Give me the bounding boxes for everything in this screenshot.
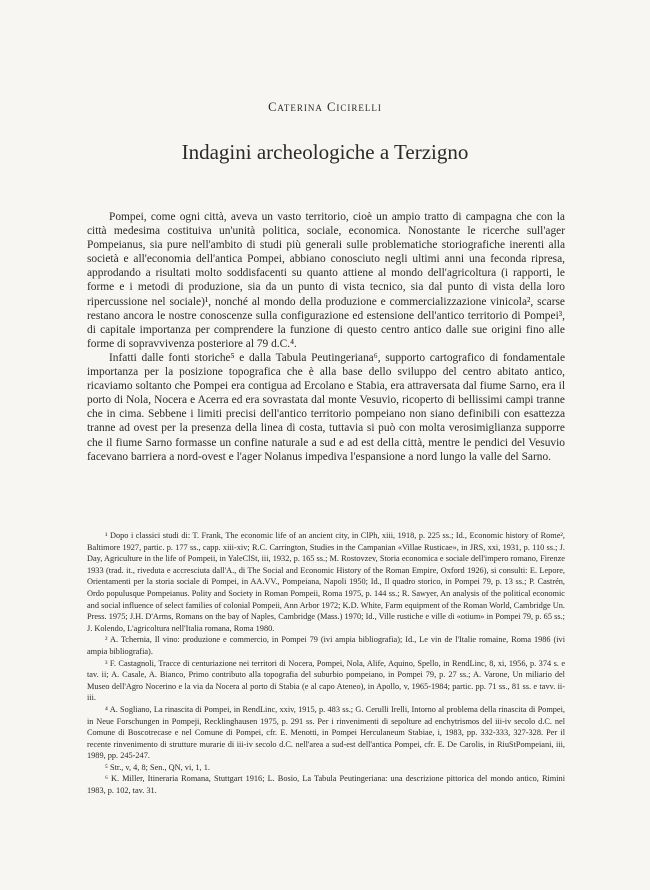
footnote: ⁵ Str., v, 4, 8; Sen., QN, vi, 1, 1. [105, 762, 210, 772]
footnotes [87, 530, 565, 797]
footnote: ⁴ A. Sogliano, La rinascita di Pompei, in RendLinc, xxiv, 1915, p. 483 ss.; G. Cerulli Irelli, Intorno al problema della rinascita di Pompei, in Neue Forschungen in Pompeji, Recklinghausen 1975, p. 291 ss. Per i rinvenimenti di sepolture ad enchytrismos del iii-iv secolo d.C. nel Comune di Boscotrecase e nel Comune di Pompei, cfr. E. Menotti, in Pompei Herculaneum Stabiae, i, 1983, pp. 332-333, 327-328. Per il recente rinvenimento di strutture murarie di iii-iv secolo d.C. nell'area a sud-est dell'antica Pompei, cfr. E. De Carolis, in RiuStPompeiani, iii, 1989, pp. 245-247. [87, 704, 565, 761]
body-paragraph: Infatti dalle fonti storiche⁵ e dalla Tabula Peutingeriana⁶, supporto cartografico di fondamentale importanza per la posizione topografica che è alla base dello sviluppo del centro abitato antico, ricaviamo soltanto che Pompei era contigua ad Ercolano e Stabia, era attraversata dal fiume Sarno, era il porto di Nola, Nocera e Acerra ed era sovrastata dal monte Vesuvio, ricoperto di bellissimi campi tranne che in cima. Sebbene i limiti precisi dell'antico territorio pompeiano non siano definibili con esattezza tranne ad ovest per la presenza della linea di costa, tuttavia si può con molta verosimiglianza supporre che il fiume Sarno formasse un confine naturale a sud e ad est della città, mentre le pendici del Vesuvio facevano barriera a nord-ovest e l'ager Nolanus impediva l'espansione a nord lungo la valle del Sarno. [87, 351, 565, 463]
body-paragraph: Pompei, come ogni città, aveva un vasto territorio, cioè un ampio tratto di campagna che con la città medesima costituiva un'unità politica, sociale, economica. Nonostante le ricerche sull'ager Pompeianus, sia pure nell'ambito di studi più generali sulle problematiche storiografiche inerenti alla società e all'economia dell'antica Pompei, abbiano conosciuto negli ultimi anni una feconda ripresa, approdando a risultati molto soddisfacenti su quanto attiene al mondo dell'agricoltura (i rapporti, le forme e i metodi di produzione, sia da un punto di vista tecnico, sia dal punto di vista della loro ripercussione nel sociale)¹, nonché al mondo della produzione e commercializzazione vinicola², scarse restano ancora le nostre conoscenze sulla configurazione ed estensione dell'antico territorio di Pompei³, di capitale importanza per comprendere la funzione di questo centro antico dalle sue origini fino alle forme di sopravvivenza posteriore al 79 d.C.⁴. [87, 211, 565, 350]
author-name: Caterina Cicirelli [268, 100, 382, 114]
footnote: ⁶ K. Miller, Itineraria Romana, Stuttgart 1916; L. Bosio, La Tabula Peutingeriana: una descrizione pittorica del mondo antico, Rimini 1983, p. 102, tav. 31. [87, 774, 565, 796]
footnote: ³ F. Castagnoli, Tracce di centuriazione nei territori di Nocera, Pompei, Nola, Alife, Aquino, Spello, in RendLinc, 8, xi, 1956, p. 374 s. e tav. ii; A. Casale, A. Bianco, Primo contributo alla topografia del suburbio pompeiano, in Pompei 79, p. 27 ss.; A. Varone, Un miliario del Museo dell'Agro Nocerino e la via da Nocera al porto di Stabia (e al capo Ateneo), in Apollo, v, 1965-1984; partic. pp. 71 ss., 81 ss. e tavv. ii-iii. [87, 658, 565, 703]
article-title: Indagini archeologiche a Terzigno [181, 140, 469, 164]
article-body [87, 210, 565, 464]
footnote: ² A. Tchernia, Il vino: produzione e commercio, in Pompei 79 (ivi ampia bibliografia); Id., Le vin de l'Italie romaine, Roma 1986 (ivi ampia bibliografia). [87, 635, 565, 656]
footnote: ¹ Dopo i classici studi di: T. Frank, The economic life of an ancient city, in ClPh, xiii, 1918, p. 225 ss.; Id., Economic history of Rome², Baltimore 1927, partic. p. 177 ss., capp. xiii-xiv; R.C. Carrington, Studies in the Campanian «Villae Rusticae», in JRS, xxi, 1931, p. 110 ss.; J. Day, Agriculture in the life of Pompeii, in YaleClSt, iii, 1932, p. 165 ss.; M. Rostovzev, Storia economica e sociale dell'impero romano, Firenze 1933 (trad. it., riveduta e accresciuta dall'A., di The Social and Economic History of the Roman Empire, Oxford 1926), si consulti: E. Lepore, Orientamenti per la storia sociale di Pompei, in AA.VV., Pompeiana, Napoli 1950; Id., Il quadro storico, in Pompei 79, p. 13 ss.; P. Castrén, Ordo populusque Pompeianus. Polity and Society in Roman Pompeii, Roma 1975, p. 144 ss.; R. Sawyer, An analysis of the political economic and social influence of select families of colonial Pompeii, Ann Arbor 1972; K.D. White, Farm equipment of the Roman World, Cambridge Un. Press. 1975; J.H. D'Arms, Romans on the bay of Naples, Cambridge (Mass.) 1970; Id., Ville rustiche e ville di «otium» in Pompei 79, p. 65 ss.; J. Kolendo, L'agricoltura nell'Italia romana, Roma 1980. [87, 531, 565, 633]
